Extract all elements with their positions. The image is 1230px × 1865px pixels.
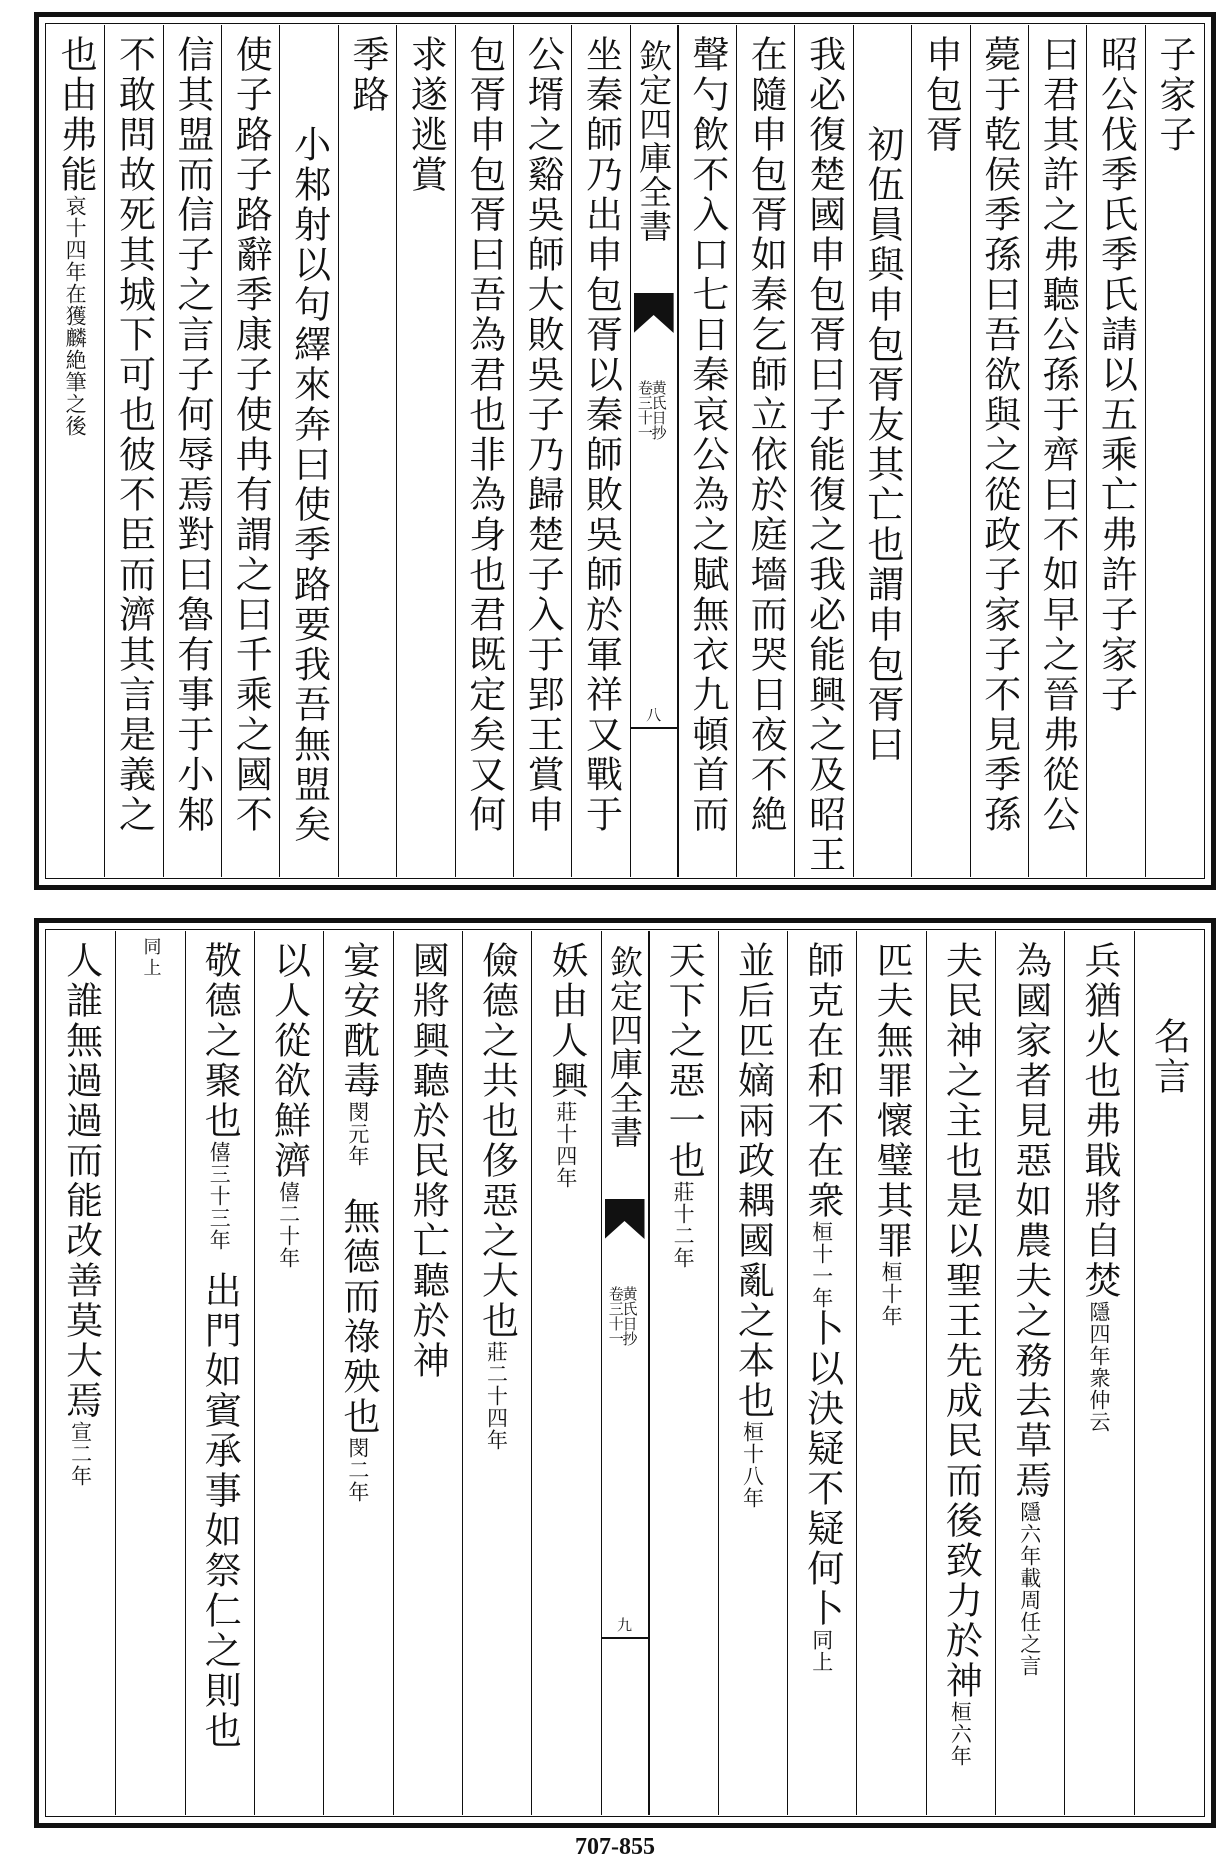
annotation-note: 隱四年衆仲云 <box>1087 1301 1112 1433</box>
text-column <box>47 25 104 877</box>
column-text: 季路 <box>345 35 389 115</box>
text-column <box>47 931 115 1815</box>
annotation-note: 宣二年 <box>68 1421 93 1487</box>
column-text: 初伍員與申包胥友其亡也謂申包胥曰 <box>860 125 904 765</box>
volume-number: 卷三十一 <box>635 380 654 440</box>
text-column <box>1134 931 1203 1815</box>
book-title: 欽定四庫全書 <box>605 945 644 1149</box>
section-heading: 名言 <box>1147 1017 1191 1097</box>
fishtail-mark <box>605 1199 645 1239</box>
text-column <box>1145 25 1203 877</box>
text-column <box>911 25 969 877</box>
text-column <box>718 931 787 1815</box>
column-text: 公壻之谿吳師大敗吳子乃歸楚子入于郢王賞申 <box>521 35 565 835</box>
top-page-columns <box>47 25 1203 877</box>
text-column <box>338 25 396 877</box>
text-column <box>221 25 279 877</box>
annotation-note: 桓十一年 <box>809 1221 834 1309</box>
text-column <box>787 931 856 1815</box>
column-text: 坐秦師乃出申包胥以秦師敗吳師於軍祥又戰于 <box>579 35 623 835</box>
column-text: 薨于乾侯季孫曰吾欲與之從政子家子不見季孫 <box>977 35 1021 835</box>
text-column <box>995 931 1064 1815</box>
top-page <box>34 12 1216 890</box>
text-column <box>926 931 995 1815</box>
column-text: 敬德之聚也僖三十三年出門如賓承事如祭仁之則也 <box>198 941 242 1751</box>
column-text: 天下之惡一也莊十二年 <box>662 941 706 1269</box>
annotation-note: 莊十二年 <box>671 1181 696 1269</box>
annotation-note: 閔元年 <box>345 1101 370 1167</box>
column-text: 使子路子路辭季康子使冉有謂之曰千乘之國不 <box>229 35 273 835</box>
text-column <box>455 25 513 877</box>
annotation-note: 僖二十年 <box>276 1181 301 1269</box>
text-column <box>531 931 600 1815</box>
column-text: 師克在和不在衆桓十一年卜以決疑不疑何卜同上 <box>800 941 844 1673</box>
column-text: 人誰無過過而能改善莫大焉宣二年 <box>59 941 103 1487</box>
column-text: 子家子 <box>1152 35 1196 155</box>
column-text: 包胥申包胥曰吾為君也非為身也君既定矣又何 <box>462 35 506 835</box>
column-text: 兵猶火也弗戢將自焚隱四年衆仲云 <box>1078 941 1122 1433</box>
column-text: 妖由人興莊十四年 <box>544 941 588 1189</box>
column-text: 也由弗能哀十四年在獲麟絶筆之後 <box>54 35 98 437</box>
column-text: 並后匹嫡兩政耦國亂之本也桓十八年 <box>731 941 775 1509</box>
column-text: 曰君其許之弗聽公孫于齊曰不如早之晉弗從公 <box>1036 35 1080 835</box>
bottom-page <box>34 918 1216 1828</box>
text-column <box>970 25 1028 877</box>
text-column <box>1028 25 1086 877</box>
text-column <box>856 931 925 1815</box>
center-rule <box>602 1637 648 1639</box>
annotation-note: 隱六年載周任之言 <box>1017 1501 1042 1677</box>
text-column <box>115 931 184 1815</box>
text-column <box>254 931 323 1815</box>
text-column <box>678 25 736 877</box>
column-text: 聲勺飲不入口七日秦哀公為之賦無衣九頓首而 <box>685 35 729 835</box>
column-text: 昭公伐季氏季氏請以五乘亡弗許子家子 <box>1094 35 1138 715</box>
fishtail-mark <box>634 293 674 333</box>
leaf-number: 八 <box>644 707 663 722</box>
column-text: 申包胥 <box>919 35 963 155</box>
text-column <box>185 931 254 1815</box>
leaf-number: 九 <box>615 1617 633 1632</box>
text-column <box>104 25 162 877</box>
center-fold-column <box>630 25 678 877</box>
annotation-note: 桓六年 <box>948 1701 973 1767</box>
annotation-note: 同上 <box>809 1629 834 1673</box>
book-subtitle: 黄氏日抄 <box>620 1286 639 1346</box>
text-column <box>1064 931 1133 1815</box>
annotation-note: 桓十八年 <box>740 1421 765 1509</box>
annotation-note: 同上 <box>140 937 162 979</box>
column-text: 夫民神之主也是以聖王先成民而後致力於神桓六年 <box>939 941 983 1767</box>
text-column <box>393 931 462 1815</box>
annotation-note: 莊十四年 <box>553 1101 578 1189</box>
text-column <box>853 25 911 877</box>
text-column <box>323 931 392 1815</box>
column-text: 宴安酖毒閔元年無德而祿殃也閔二年 <box>336 941 380 1503</box>
annotation-note: 僖三十三年 <box>207 1141 232 1251</box>
bottom-page-columns <box>47 931 1203 1815</box>
center-rule <box>631 727 677 729</box>
volume-number: 卷三十一 <box>606 1286 625 1346</box>
annotation-note: 哀十四年在獲麟絶筆之後 <box>63 195 88 437</box>
text-column <box>1086 25 1144 877</box>
annotation-note: 莊二十四年 <box>484 1341 509 1451</box>
column-text: 以人從欲鮮濟僖二十年 <box>267 941 311 1269</box>
column-text: 儉德之共也侈惡之大也莊二十四年 <box>475 941 519 1451</box>
text-column <box>163 25 221 877</box>
center-fold-column <box>601 931 649 1815</box>
book-subtitle: 黄氏日抄 <box>649 380 668 440</box>
text-column <box>794 25 852 877</box>
column-text: 為國家者見惡如農夫之務去草焉隱六年載周任之言 <box>1008 941 1052 1677</box>
annotation-note: 桓十年 <box>879 1261 904 1327</box>
column-text: 我必復楚國申包胥曰子能復之我必能興之及昭王 <box>802 35 846 875</box>
column-text: 小邾射以句繹來奔曰使季路要我吾無盟矣 <box>287 125 331 845</box>
text-column <box>279 25 337 877</box>
text-column <box>396 25 454 877</box>
annotation-note: 閔二年 <box>345 1437 370 1503</box>
text-column <box>736 25 794 877</box>
column-text: 國將興聽於民將亡聽於神 <box>406 941 450 1381</box>
text-column <box>571 25 629 877</box>
text-column <box>513 25 571 877</box>
column-text: 匹夫無罪懷璧其罪桓十年 <box>870 941 914 1327</box>
column-text: 信其盟而信子之言子何辱焉對曰魯有事于小邾 <box>170 35 214 835</box>
column-text: 不敢問故死其城下可也彼不臣而濟其言是義之 <box>112 35 156 835</box>
text-column <box>649 931 718 1815</box>
column-text: 在隨申包胥如秦乞師立依於庭墻而哭日夜不絶 <box>744 35 788 835</box>
page-reference-number: 707-855 <box>575 1834 655 1860</box>
column-text: 求遂逃賞 <box>404 35 448 195</box>
book-title: 欽定四庫全書 <box>634 39 674 243</box>
text-column <box>462 931 531 1815</box>
